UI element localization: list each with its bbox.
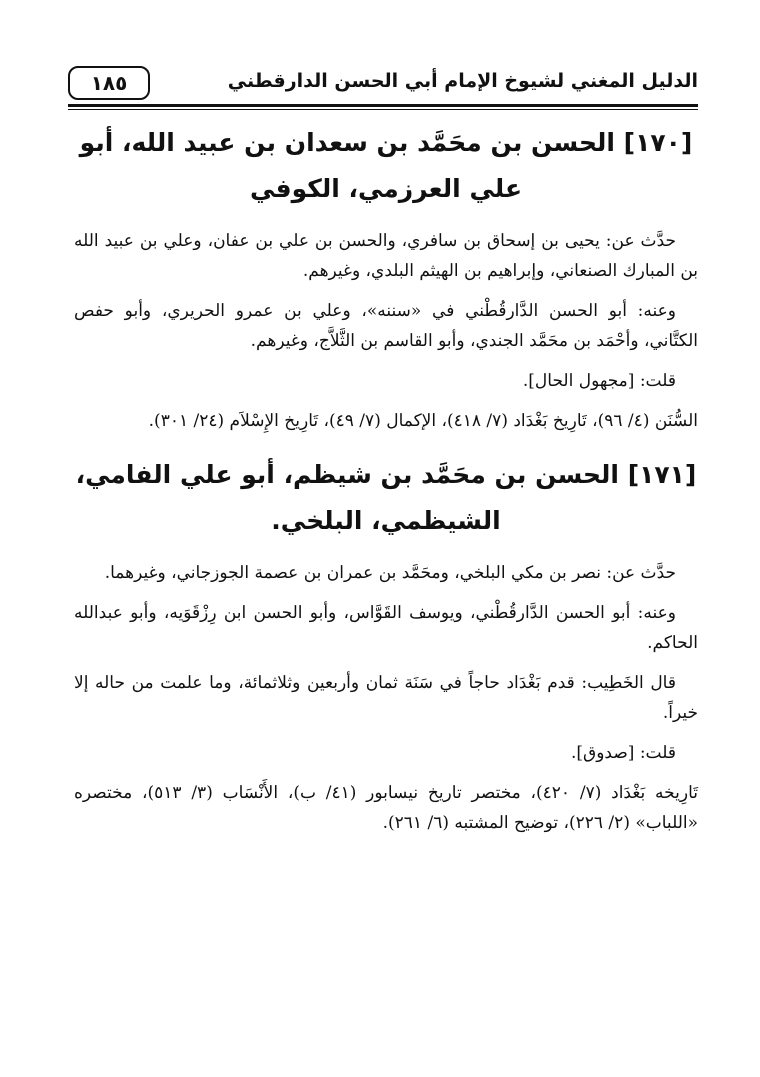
heard-from-paragraph: حدَّث عن: يحيى بن إسحاق بن سافري، والحسن بن علي بن عفان، وعلي بن عبيد الله بن المبارك الصنعاني، وإبراهيم بن الهيثم البلدي، وغيرهم. <box>74 231 698 281</box>
heard-from-paragraph: حدَّث عن: نصر بن مكي البلخي، ومحَمَّد بن عمران بن عصمة الجوزجاني، وغيرهما. <box>104 563 676 583</box>
verdict-paragraph: قلت: [مجهول الحال]. <box>522 371 676 391</box>
verdict-paragraph: قلت: [صدوق]. <box>570 743 676 763</box>
narrators-paragraph: وعنه: أبو الحسن الدَّارقُطْني، ويوسف القَوَّاس، وأبو الحسن ابن رِزْقَوَيه، وأبو عبدالله الحاكم. <box>74 603 698 653</box>
narrators-paragraph: وعنه: أبو الحسن الدَّارقُطْني في «سننه»، وعلي بن عمرو الحريري، وأبو حفص الكتَّاني، وأحْمَد بن محَمَّد الجندي، وأبو القاسم بن الثَّلاَّج، وغيرهم. <box>74 301 698 351</box>
entry-title: [١٧٠] الحسن بن محَمَّد بن سعدان بن عبيد الله، أبو علي العرزمي، الكوفي <box>79 128 693 203</box>
page-number-badge: ١٨٥ <box>68 66 150 100</box>
header-rule <box>68 104 698 107</box>
entry-title: [١٧١] الحسن بن محَمَّد بن شيظم، أبو علي الفامي، الشيظمي، البلخي. <box>75 460 697 535</box>
entry-170 <box>74 120 698 436</box>
references-paragraph: تَارِيخه بَغْدَاد (٧/ ٤٢٠)، مختصر تاريخ نيسابور (٤١/ ب)، الأَنْسَاب (٣/ ٥١٣)، مختصره «اللباب» (٢/ ٢٢٦)، توضيح المشتبه (٦/ ٢٦١). <box>74 783 698 833</box>
header-rule-thin <box>68 109 698 110</box>
entry-171 <box>74 452 698 838</box>
page-body <box>74 120 698 854</box>
page-header <box>68 62 698 108</box>
references-paragraph: السُّنَن (٤/ ٩٦)، تَارِيخ بَغْدَاد (٧/ ٤١٨)، الإكمال (٧/ ٤٩)، تَارِيخ الإِسْلاَم (٢٤/ ٣٠١). <box>148 411 698 431</box>
khatib-quote-paragraph: قال الخَطِيب: قدم بَغْدَاد حاجاً في سَنَة ثمان وأربعين وثلاثمائة، وما علمت من حاله إلا خيراً. <box>74 673 698 723</box>
running-title: الدليل المغني لشيوخ الإمام أبي الحسن الدارقطني <box>227 70 698 92</box>
